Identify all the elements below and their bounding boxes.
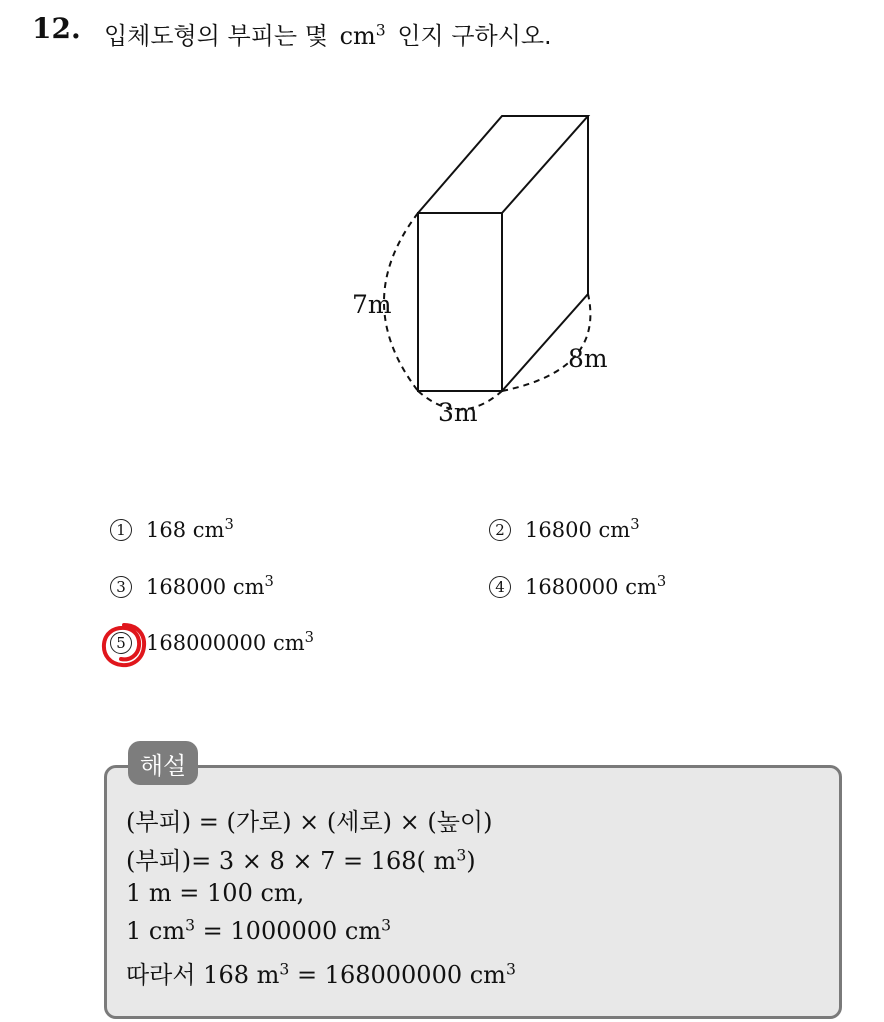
explanation-line-1: (부피) = (가로) × (세로) × (높이): [126, 808, 493, 836]
question-text-before: 입체도형의 부피는 몇: [104, 22, 328, 50]
question-number: 12.: [32, 12, 81, 45]
choice-value-4: 1680000 $cm^3$: [525, 572, 667, 599]
choice-value-1: 168 $cm^3$: [146, 515, 234, 542]
explanation-title: 해설: [128, 741, 198, 785]
question-unit: $cm^3$: [339, 21, 386, 50]
prism-front-face: [418, 213, 502, 391]
choice-1[interactable]: [110, 515, 234, 542]
choice-4[interactable]: [489, 572, 667, 599]
explanation-line-2: (부피)= 3 × 8 × 7 = 168( $m^3$): [126, 846, 476, 875]
height-label: 7m: [352, 290, 392, 319]
explanation-line-3: 1 m = 100 cm,: [126, 879, 305, 907]
choice-number-5: 5: [110, 632, 132, 654]
choice-number-3: 3: [110, 576, 132, 598]
explanation-line-4: 1 $cm^3 = 1000000$ $cm^3$: [126, 916, 392, 945]
choice-2[interactable]: [489, 515, 640, 542]
choice-value-3: 168000 $cm^3$: [146, 572, 274, 599]
choice-3[interactable]: [110, 572, 274, 599]
depth-label: 8m: [568, 344, 608, 373]
answer-mark-circle: [98, 619, 150, 671]
choice-value-2: 16800 $cm^3$: [525, 515, 640, 542]
choice-number-2: 2: [489, 519, 511, 541]
choice-number-1: 1: [110, 519, 132, 541]
choice-number-4: 4: [489, 576, 511, 598]
choice-value-5: 168000000 $cm^3$: [146, 628, 314, 655]
width-label: 3m: [438, 398, 478, 427]
prism-top-face: [418, 116, 588, 213]
question-text-after: 인지 구하시오.: [397, 22, 552, 50]
explanation-line-5: 따라서 168 $m^3 = 168000000$ $cm^3$: [126, 960, 516, 989]
